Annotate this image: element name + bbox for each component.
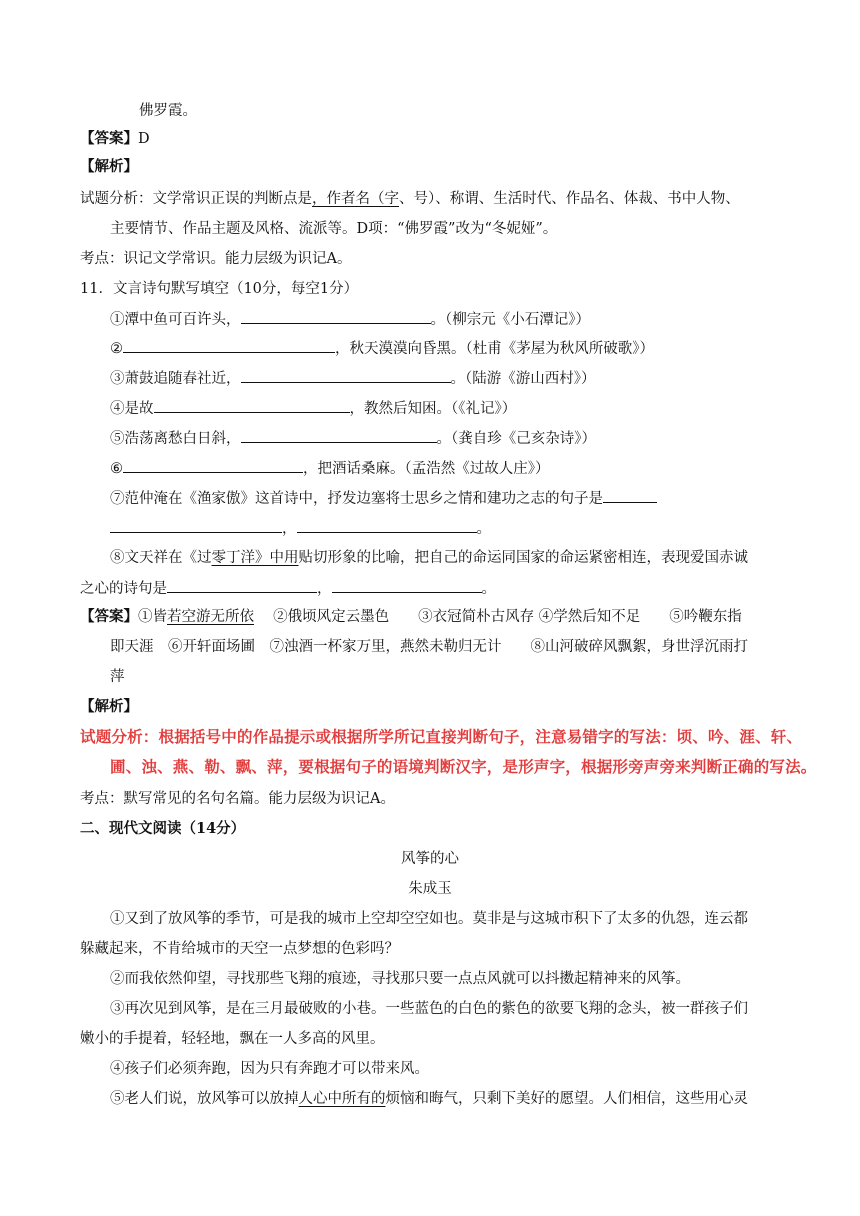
fill-blank <box>123 338 335 353</box>
answer-label: 【答案】 <box>80 130 138 147</box>
answer-value: D <box>138 131 150 147</box>
section-heading: 二、现代文阅读（14分） <box>80 820 246 837</box>
q11-answer-line1 <box>80 607 742 627</box>
item-text: 。（柳宗元《小石潭记》） <box>430 312 590 328</box>
q11-item-2 <box>110 338 654 359</box>
q11-item-5 <box>110 428 596 449</box>
essay-title: 风筝的心 <box>401 851 459 867</box>
q10-kaodian: 考点：识记文学常识。能力层级为识记A。 <box>80 251 352 267</box>
fill-blank <box>332 578 482 593</box>
analysis-text: 、号）、称谓、生活时代、作品名、体裁、书中人物、 <box>399 191 740 207</box>
fill-blank <box>110 518 282 533</box>
q11-item-4 <box>110 398 516 419</box>
paragraph-1-line2: 躲藏起来，不肯给城市的天空一点梦想的色彩吗？ <box>80 941 399 957</box>
item-text: 贴切形象的比喻，把自己的命运同国家的命运紧密相连，表现爱国赤诚 <box>298 550 748 566</box>
answer-text: ①皆 <box>138 609 167 625</box>
fill-blank <box>241 368 451 383</box>
item-text: 之心的诗句是 <box>80 581 167 597</box>
item-text: ，把酒话桑麻。（孟浩然《过故人庄》） <box>303 461 550 477</box>
q11-kaodian: 考点：默写常见的名句名篇。能力层级为识记A。 <box>80 791 395 807</box>
q10-analysis-label: 【解析】 <box>80 158 138 175</box>
paragraph-text: 烦恼和晦气，只剩下美好的愿望。人们相信，这些用心灵 <box>385 1091 748 1107</box>
q10-analysis-line2: 主要情节、作品主题及风格、流派等。D项：“佛罗霞”改为“冬妮娅”。 <box>110 221 558 237</box>
item-text: ⑦范仲淹在《渔家傲》这首诗中，抒发边塞将士思乡之情和建功之志的句子是 <box>110 491 603 507</box>
item-text: ③萧鼓追随春社近， <box>110 371 241 387</box>
paragraph-1-line1: ①又到了放风筝的季节，可是我的城市上空却空空如也。莫非是与这城市积下了太多的仇怨，连云都 <box>110 911 748 927</box>
paragraph-3-line2: 嫩小的手提着，轻轻地，飘在一人多高的风里。 <box>80 1031 385 1047</box>
fill-blank <box>297 518 477 533</box>
answer-text: ②俄顷风定云墨色 ③衣冠简朴古风存 ④学然后知不足 ⑤吟鞭东指 <box>254 609 742 625</box>
q11-item-3 <box>110 368 596 389</box>
fill-blank <box>241 309 431 324</box>
q10-analysis-line1 <box>80 189 740 209</box>
fill-blank <box>241 428 437 443</box>
q10-answer <box>80 129 150 149</box>
essay-author: 朱成玉 <box>408 881 452 897</box>
q11-item-7-line2 <box>110 518 491 539</box>
fill-blank <box>154 398 350 413</box>
item-text: 。 <box>481 581 496 597</box>
item-text: 。（陆游《游山西村》） <box>450 371 596 387</box>
item-text: ⑤浩荡离愁白日斜， <box>110 431 241 447</box>
q11-answer-line2: 即天涯 ⑥开轩面场圃 ⑦浊酒一杯家万里，燕然未勒归无计 ⑧山河破碎风飘絮，身世浮沉雨打 <box>110 639 748 655</box>
item-text: ④是故 <box>110 401 154 417</box>
fill-blank <box>123 458 303 473</box>
q11-title: 11．文言诗句默写填空（10分，每空1分） <box>80 281 359 297</box>
q10-continuation: 佛罗霞。 <box>139 103 197 119</box>
item-text: ，秋天漠漠向昏黑。（杜甫《茅屋为秋风所破歌》） <box>335 341 654 357</box>
q11-item-7-line1 <box>110 488 657 509</box>
analysis-text: 试题分析：文学常识正误的判断点是 <box>80 191 312 207</box>
item-text: ， <box>282 521 297 537</box>
q11-item-8-line1 <box>110 548 748 568</box>
paragraph-underlined: 人心中所有的 <box>298 1091 386 1107</box>
item-text: ⑧文天祥在《过 <box>110 550 212 566</box>
item-text: ①潭中鱼可百许头， <box>110 312 241 328</box>
paragraph-5-line1 <box>110 1089 748 1109</box>
item-text: ， <box>317 581 332 597</box>
paragraph-3-line1: ③再次见到风筝，是在三月最破败的小巷。一些蓝色的白色的紫色的欲要飞翔的念头，被一群孩子们 <box>110 1001 748 1017</box>
q11-item-8-line2 <box>80 578 496 599</box>
answer-label: 【答案】 <box>80 608 138 625</box>
q11-analysis-label: 【解析】 <box>80 698 138 715</box>
paragraph-text: ⑤老人们说，放风筝可以放掉 <box>110 1091 299 1107</box>
paragraph-2: ②而我依然仰望，寻找那些飞翔的痕迹，寻找那只要一点点风就可以抖擞起精神来的风筝。 <box>110 971 690 987</box>
item-text: 。（龚自珍《己亥杂诗》） <box>436 431 596 447</box>
fill-blank <box>603 488 657 503</box>
q11-item-6 <box>110 458 550 479</box>
q11-item-1 <box>110 309 590 330</box>
q11-analysis-red-line2: 圃、浊、燕、勒、飘、萍，要根据句子的语境判断汉字，是形声字，根据形旁声旁来判断正确的写法。 <box>110 758 817 776</box>
fill-blank <box>167 578 317 593</box>
q11-analysis-red-line1: 试题分析：根据括号中的作品提示或根据所学所记直接判断句子，注意易错字的写法：顷、吟、涯、轩、 <box>80 728 803 746</box>
answer-underlined: 若空游无所依 <box>167 609 254 625</box>
item-underlined: 零丁洋》中用 <box>211 550 299 566</box>
q11-answer-line3: 萍 <box>110 669 125 685</box>
item-text: 。 <box>476 521 491 537</box>
analysis-underlined: ，作者名（字 <box>312 191 399 207</box>
item-text: ⑥ <box>110 461 123 477</box>
item-text: ② <box>110 341 123 357</box>
item-text: ，教然后知困。（《礼记》） <box>349 401 517 417</box>
paragraph-4: ④孩子们必须奔跑，因为只有奔跑才可以带来风。 <box>110 1061 429 1077</box>
